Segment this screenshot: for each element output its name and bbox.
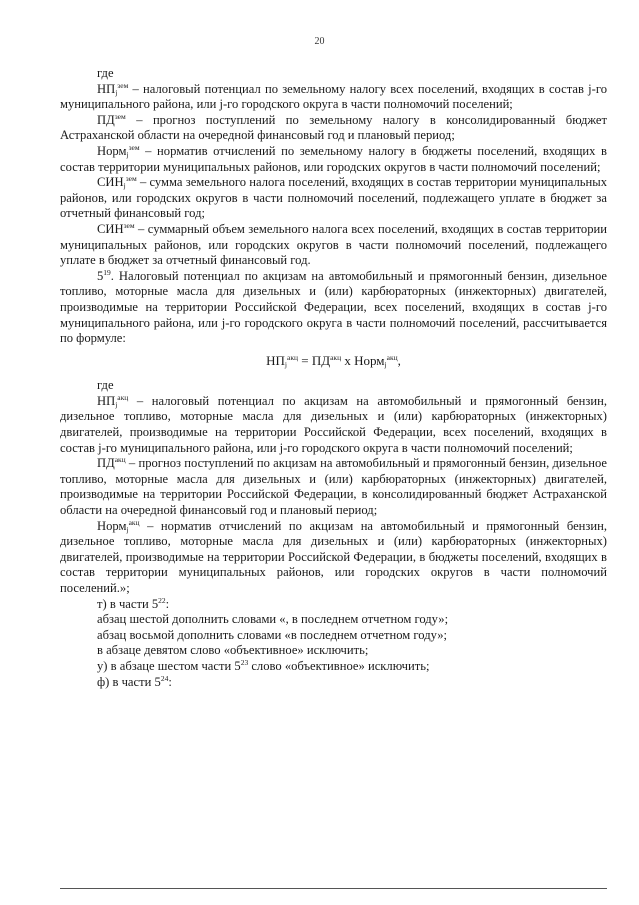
where-label: где [97,66,114,80]
paragraph-t [60,597,607,613]
where-label: где [97,378,114,393]
symbol-sub: j [126,524,129,534]
formula [60,353,607,369]
formula-norm: х Норм [341,352,385,368]
page-number: 20 [314,36,325,47]
item-text: ф) в части 5 [97,674,161,689]
formula-sub: j [384,359,387,369]
page-bottom-rule [60,888,607,889]
formula-sup: акц [386,352,398,362]
paragraph-sin-j [60,175,607,222]
item-end: : [168,674,172,689]
formula-sup: акц [330,352,342,362]
symbol-np: НП [97,393,116,408]
formula-end: , [397,352,401,368]
paragraph-pd-zem [60,113,607,144]
paragraph-f [60,675,607,691]
formula-sub: j [284,359,287,369]
item-end: : [165,596,170,611]
section-sup: 19 [103,267,111,277]
formula-np: НП [266,352,285,368]
definition-text: – прогноз поступлений по акцизам на автомобильный и прямогонный бензин, дизельное топливо, моторные масла для дизельных и (или) карбюраторных (инжекторных) двигателей, производимые на территории Российской Федерации, в консолидированный бюджет Астраханской области на очередной финансовый год и плановый период; [60,456,607,518]
item-sup: 24 [160,673,169,683]
paragraph-sin [60,222,607,269]
section-text: . Налоговый потенциал по акцизам на автомобильный и прямогонный бензин, дизельное топливо, моторные масла для дизельных и (или) карбюраторных (инжекторных) двигателей, производимые на территории Российской Федерации, всех поселений, входящих в состав j-го муниципального района, или j-го городского округа в части полномочий поселений, рассчитывается по формуле: [60,268,607,346]
definition-text: – норматив отчислений по земельному налогу в бюджеты поселений, входящих в состав территории муниципальных районов, или городских округов в части полномочий поселений; [60,143,607,174]
definition-text: – суммарный объем земельного налога всех поселений, входящих в состав территории муниципальных районов, или городских округов в части полномочий поселений, подлежащего уплате в бюджет за отчетный финансовый год. [60,221,607,268]
paragraph-abz8 [60,628,607,644]
symbol-np: НП [97,81,116,96]
section-number: 5 [97,268,104,283]
item-text: абзац восьмой дополнить словами «в последнем отчетном году»; [97,627,448,642]
symbol-sup: зем [128,142,140,152]
definition-text: – налоговый потенциал по земельному налогу всех поселений, входящих в состав j-го муниципального района, или j-го городского округа в части полномочий поселений; [60,81,607,112]
formula-pd: = ПД [298,352,331,368]
paragraph-norm-zem [60,144,607,175]
symbol-sup: зем [125,174,137,184]
item-text: в абзаце девятом слово «объективное» исключить; [97,643,369,658]
paragraph-where [60,66,607,82]
symbol-sub: j [123,181,126,191]
definition-text: – налоговый потенциал по акцизам на автомобильный и прямогонный бензин, дизельное топливо, моторные масла для дизельных и (или) карбюраторных (инжекторных) двигателей, производимые на территории Российской Федерации, всех поселений, входящих в состав j-го муниципального района, или j-го городского округа в части полномочий поселений; [60,393,607,455]
paragraph-abz6 [60,612,607,628]
item-sup: 22 [158,595,166,605]
document-body [60,66,607,690]
symbol-norm: Норм [97,518,127,533]
symbol-sup: зем [123,220,135,230]
paragraph-np-akc [60,394,607,456]
symbol-sin: СИН [97,175,124,190]
definition-text: – прогноз поступлений по земельному налогу в консолидированный бюджет Астраханской области на очередной финансовый год и плановый период; [60,112,607,143]
symbol-norm: Норм [97,143,127,158]
symbol-sup: акц [114,455,126,465]
paragraph-pd-akc [60,456,607,518]
paragraph-u [60,659,607,675]
formula-sup: акц [287,352,298,362]
paragraph-5-19 [60,269,607,347]
symbol-sup: акц [117,392,129,402]
symbol-pd: ПД [97,456,115,471]
item-text: абзац шестой дополнить словами «, в последнем отчетном году»; [97,612,449,627]
symbol-pd: ПД [97,112,115,127]
symbol-sub: j [115,87,118,97]
symbol-sup: акц [128,517,140,527]
definition-text: – норматив отчислений по акцизам на автомобильный и прямогонный бензин, дизельное топливо, моторные масла для дизельных и (или) карбюраторных (инжекторных) двигателей, производимые на территории Российской Федерации, в бюджеты поселений, входящих в состав территории муниципальных районов, или городских округов в части полномочий поселений.»; [60,518,607,595]
paragraph-where [60,378,607,394]
item-text: т) в части 5 [97,596,159,611]
paragraph-np-zem [60,82,607,113]
paragraph-norm-akc [60,519,607,597]
item-text: у) в абзаце шестом части 5 [97,658,241,673]
paragraph-abz9 [60,643,607,659]
symbol-sin: СИН [97,221,124,236]
item-end: слово «объективное» исключить; [248,658,430,673]
item-sup: 23 [240,657,249,667]
symbol-sub: j [115,399,118,409]
symbol-sup: зем [117,80,129,90]
symbol-sup: зем [114,111,126,121]
definition-text: – сумма земельного налога поселений, входящих в состав территории муниципальных районов, или городских округов в части полномочий поселений, подлежащего уплате в бюджет за отчетный финансовый год; [60,175,607,221]
symbol-sub: j [126,149,129,159]
